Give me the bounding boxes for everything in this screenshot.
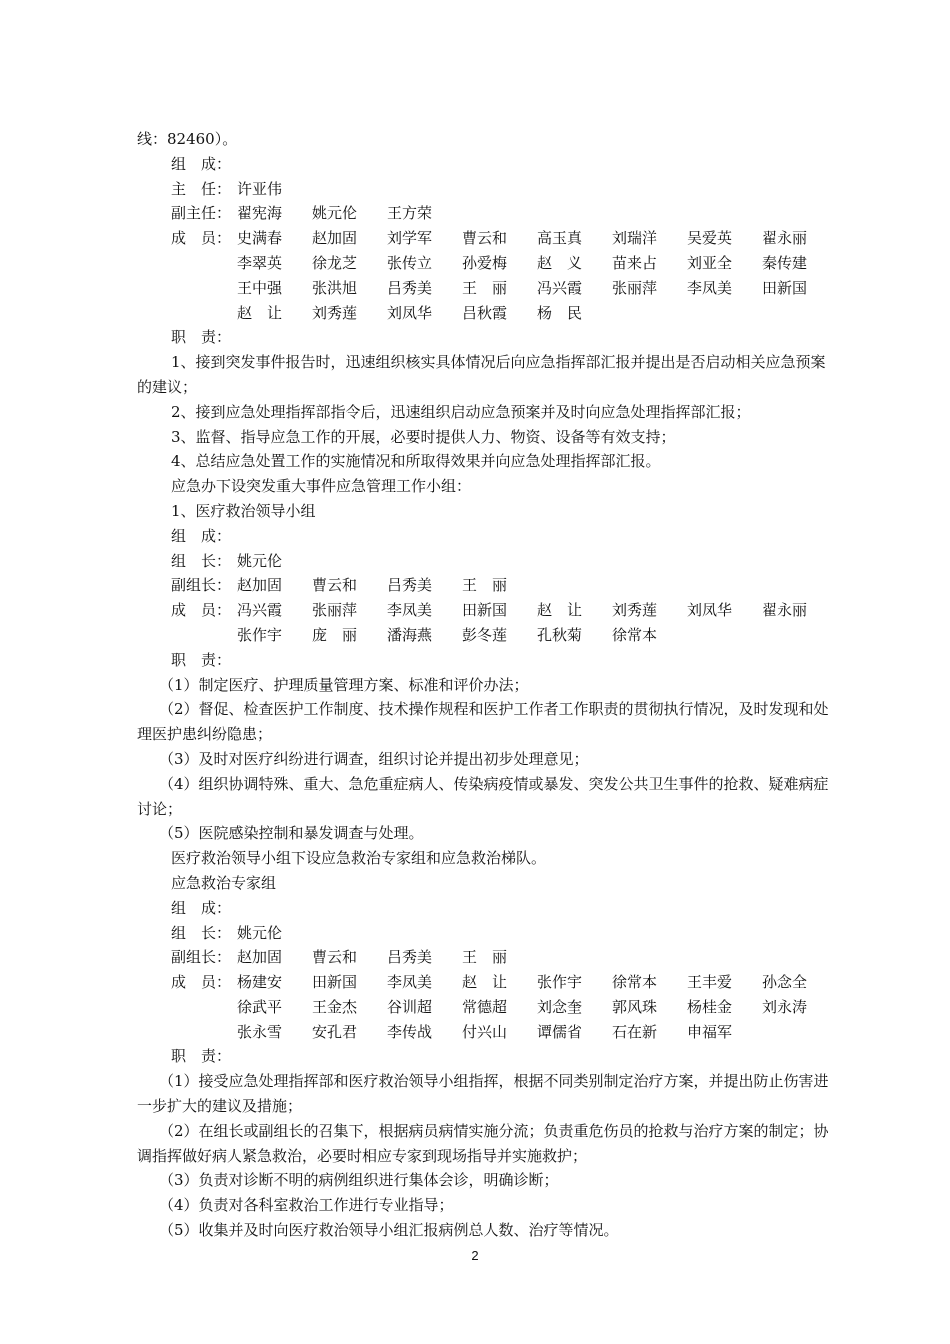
member-name: 田新国 [312, 973, 358, 992]
member-name: 王 丽 [462, 576, 508, 595]
paragraph: 4、总结应急处置工作的实施情况和所取得效果并向应急处理指挥部汇报。 [171, 452, 661, 471]
paragraph: （5）收集并及时向医疗救治领导小组汇报病例总人数、治疗等情况。 [159, 1221, 619, 1240]
member-name: 赵 让 [537, 601, 583, 620]
member-name: 赵 让 [462, 973, 508, 992]
member-name: 曹云和 [312, 948, 358, 967]
member-name: 曹云和 [462, 229, 508, 248]
member-role-label: 副组长： [171, 948, 232, 967]
member-name: 李凤美 [387, 973, 433, 992]
member-name: 翟永丽 [762, 601, 808, 620]
member-name: 吕秋霞 [462, 303, 508, 322]
member-name: 刘念奎 [537, 997, 583, 1016]
member-name: 孔秋菊 [537, 625, 583, 644]
member-name: 张传立 [387, 253, 433, 272]
member-name: 张永雪 [237, 1022, 283, 1041]
member-list [137, 970, 837, 1044]
member-name: 刘凤华 [687, 601, 733, 620]
member-name: 赵加固 [237, 948, 283, 967]
member-name: 付兴山 [462, 1022, 508, 1041]
heading-line: 应急办下设突发重大事件应急管理工作小组： [171, 477, 472, 496]
member-name: 赵加固 [312, 229, 358, 248]
paragraph: （4）负责对各科室救治工作进行专业指导； [159, 1196, 454, 1215]
member-name: 刘永涛 [762, 997, 808, 1016]
member-name: 姚元伦 [237, 551, 283, 570]
member-name: 王 丽 [462, 948, 508, 967]
paragraph: （5）医院感染控制和暴发调查与处理。 [159, 824, 424, 843]
member-name: 翟宪海 [237, 204, 283, 223]
member-name: 姚元伦 [312, 204, 358, 223]
paragraph: 1、接到突发事件报告时，迅速组织核实具体情况后向应急指挥部汇报并提出是否启动相关应急预案的建议； [137, 353, 826, 396]
member-name: 吕秀美 [387, 278, 433, 297]
member-name: 王中强 [237, 278, 283, 297]
member-name: 王丰爱 [687, 973, 733, 992]
member-name: 徐龙芝 [312, 253, 358, 272]
member-name: 王金杰 [312, 997, 358, 1016]
member-name: 田新国 [462, 601, 508, 620]
paragraph: （2）在组长或副组长的召集下，根据病员病情实施分流；负责重危伤员的抢救与治疗方案的制定；协调指挥做好病人紧急救治，必要时相应专家到现场指导并实施救护； [137, 1121, 829, 1165]
paragraph: 2、接到应急处理指挥部指令后，迅速组织启动应急预案并及时向应急处理指挥部汇报； [171, 402, 751, 421]
member-name: 谷训超 [387, 997, 433, 1016]
member-list [137, 177, 837, 202]
member-name: 张作宇 [237, 625, 283, 644]
member-name: 吴爱英 [687, 229, 733, 248]
member-name: 张丽萍 [612, 278, 658, 297]
member-name: 杨 民 [537, 303, 583, 322]
member-name: 安孔君 [312, 1022, 358, 1041]
paragraph: （4）组织协调特殊、重大、急危重症病人、传染病疫情或暴发、突发公共卫生事件的抢救、疑难病症讨论； [137, 774, 829, 818]
member-name: 李凤美 [387, 601, 433, 620]
member-name: 刘瑞洋 [612, 229, 658, 248]
heading-line: 组 成： [171, 154, 232, 173]
member-name: 田新国 [762, 278, 808, 297]
member-list [137, 201, 837, 226]
member-name: 张作宇 [537, 973, 583, 992]
heading-line: 1、医疗救治领导小组 [171, 501, 316, 520]
heading-line: 应急救治专家组 [171, 873, 277, 892]
member-name: 潘海燕 [387, 625, 433, 644]
member-name: 苗来占 [612, 253, 658, 272]
document-body [137, 127, 837, 1243]
member-name: 曹云和 [312, 576, 358, 595]
member-name: 谭儒省 [537, 1022, 583, 1041]
member-name: 刘亚全 [687, 253, 733, 272]
heading-line: 组 成： [171, 526, 232, 545]
member-name: 刘秀莲 [312, 303, 358, 322]
member-name: 杨建安 [237, 973, 283, 992]
member-name: 高玉真 [537, 229, 583, 248]
member-role-label: 成 员： [171, 601, 232, 620]
member-name: 庞 丽 [312, 625, 358, 644]
member-name: 彭冬莲 [462, 625, 508, 644]
member-name: 李凤美 [687, 278, 733, 297]
heading-line: 职 责： [171, 1047, 232, 1066]
member-name: 孙念全 [762, 973, 808, 992]
member-role-label: 主 任： [171, 179, 232, 198]
member-list [137, 573, 837, 598]
heading-line: 职 责： [171, 328, 232, 347]
member-role-label: 副主任： [171, 204, 232, 223]
member-list [137, 226, 837, 325]
member-name: 刘凤华 [387, 303, 433, 322]
member-role-label: 组 长： [171, 923, 232, 942]
paragraph: （3）及时对医疗纠纷进行调查，组织讨论并提出初步处理意见； [159, 749, 589, 768]
member-role-label: 成 员： [171, 229, 232, 248]
member-name: 刘秀莲 [612, 601, 658, 620]
member-name: 郭风珠 [612, 997, 658, 1016]
heading-line: 组 成： [171, 898, 232, 917]
member-name: 刘学军 [387, 229, 433, 248]
paragraph: （1）制定医疗、护理质量管理方案、标准和评价办法； [159, 675, 529, 694]
member-list [137, 921, 837, 946]
member-name: 许亚伟 [237, 179, 283, 198]
member-name: 孙爱梅 [462, 253, 508, 272]
member-name: 李传战 [387, 1022, 433, 1041]
member-name: 赵 让 [237, 303, 283, 322]
member-name: 史满春 [237, 229, 283, 248]
member-name: 张洪旭 [312, 278, 358, 297]
member-role-label: 组 长： [171, 551, 232, 570]
member-name: 石在新 [612, 1022, 658, 1041]
member-name: 张丽萍 [312, 601, 358, 620]
member-name: 吕秀美 [387, 948, 433, 967]
member-role-label: 成 员： [171, 973, 232, 992]
member-name: 赵 义 [537, 253, 583, 272]
member-name: 杨桂金 [687, 997, 733, 1016]
member-name: 王方荣 [387, 204, 433, 223]
member-name: 徐常本 [612, 973, 658, 992]
member-name: 秦传建 [762, 253, 808, 272]
member-name: 赵加固 [237, 576, 283, 595]
member-list [137, 598, 837, 648]
member-name: 申福军 [687, 1022, 733, 1041]
member-name: 王 丽 [462, 278, 508, 297]
heading-line: 医疗救治领导小组下设应急救治专家组和应急救治梯队。 [171, 849, 547, 868]
paragraph: 3、监督、指导应急工作的开展，必要时提供人力、物资、设备等有效支持； [171, 427, 676, 446]
member-list [137, 945, 837, 970]
member-role-label: 副组长： [171, 576, 232, 595]
member-name: 常德超 [462, 997, 508, 1016]
member-name: 翟永丽 [762, 229, 808, 248]
member-name: 徐武平 [237, 997, 283, 1016]
heading-line: 职 责： [171, 650, 232, 669]
member-name: 姚元伦 [237, 923, 283, 942]
paragraph: （2）督促、检查医护工作制度、技术操作规程和医护工作者工作职责的贯彻执行情况，及时发现和处理医护患纠纷隐患； [137, 700, 829, 744]
paragraph: （1）接受应急处理指挥部和医疗救治领导小组指挥，根据不同类别制定治疗方案，并提出防止伤害进一步扩大的建议及措施； [137, 1072, 829, 1116]
member-name: 冯兴霞 [537, 278, 583, 297]
paragraph: （3）负责对诊断不明的病例组织进行集体会诊，明确诊断； [159, 1171, 559, 1190]
member-name: 李翠英 [237, 253, 283, 272]
page-number: 2 [471, 1248, 479, 1263]
text-line: 线：82460）。 [137, 130, 238, 148]
member-list [137, 549, 837, 574]
member-name: 徐常本 [612, 625, 658, 644]
member-name: 冯兴霞 [237, 601, 283, 620]
member-name: 吕秀美 [387, 576, 433, 595]
